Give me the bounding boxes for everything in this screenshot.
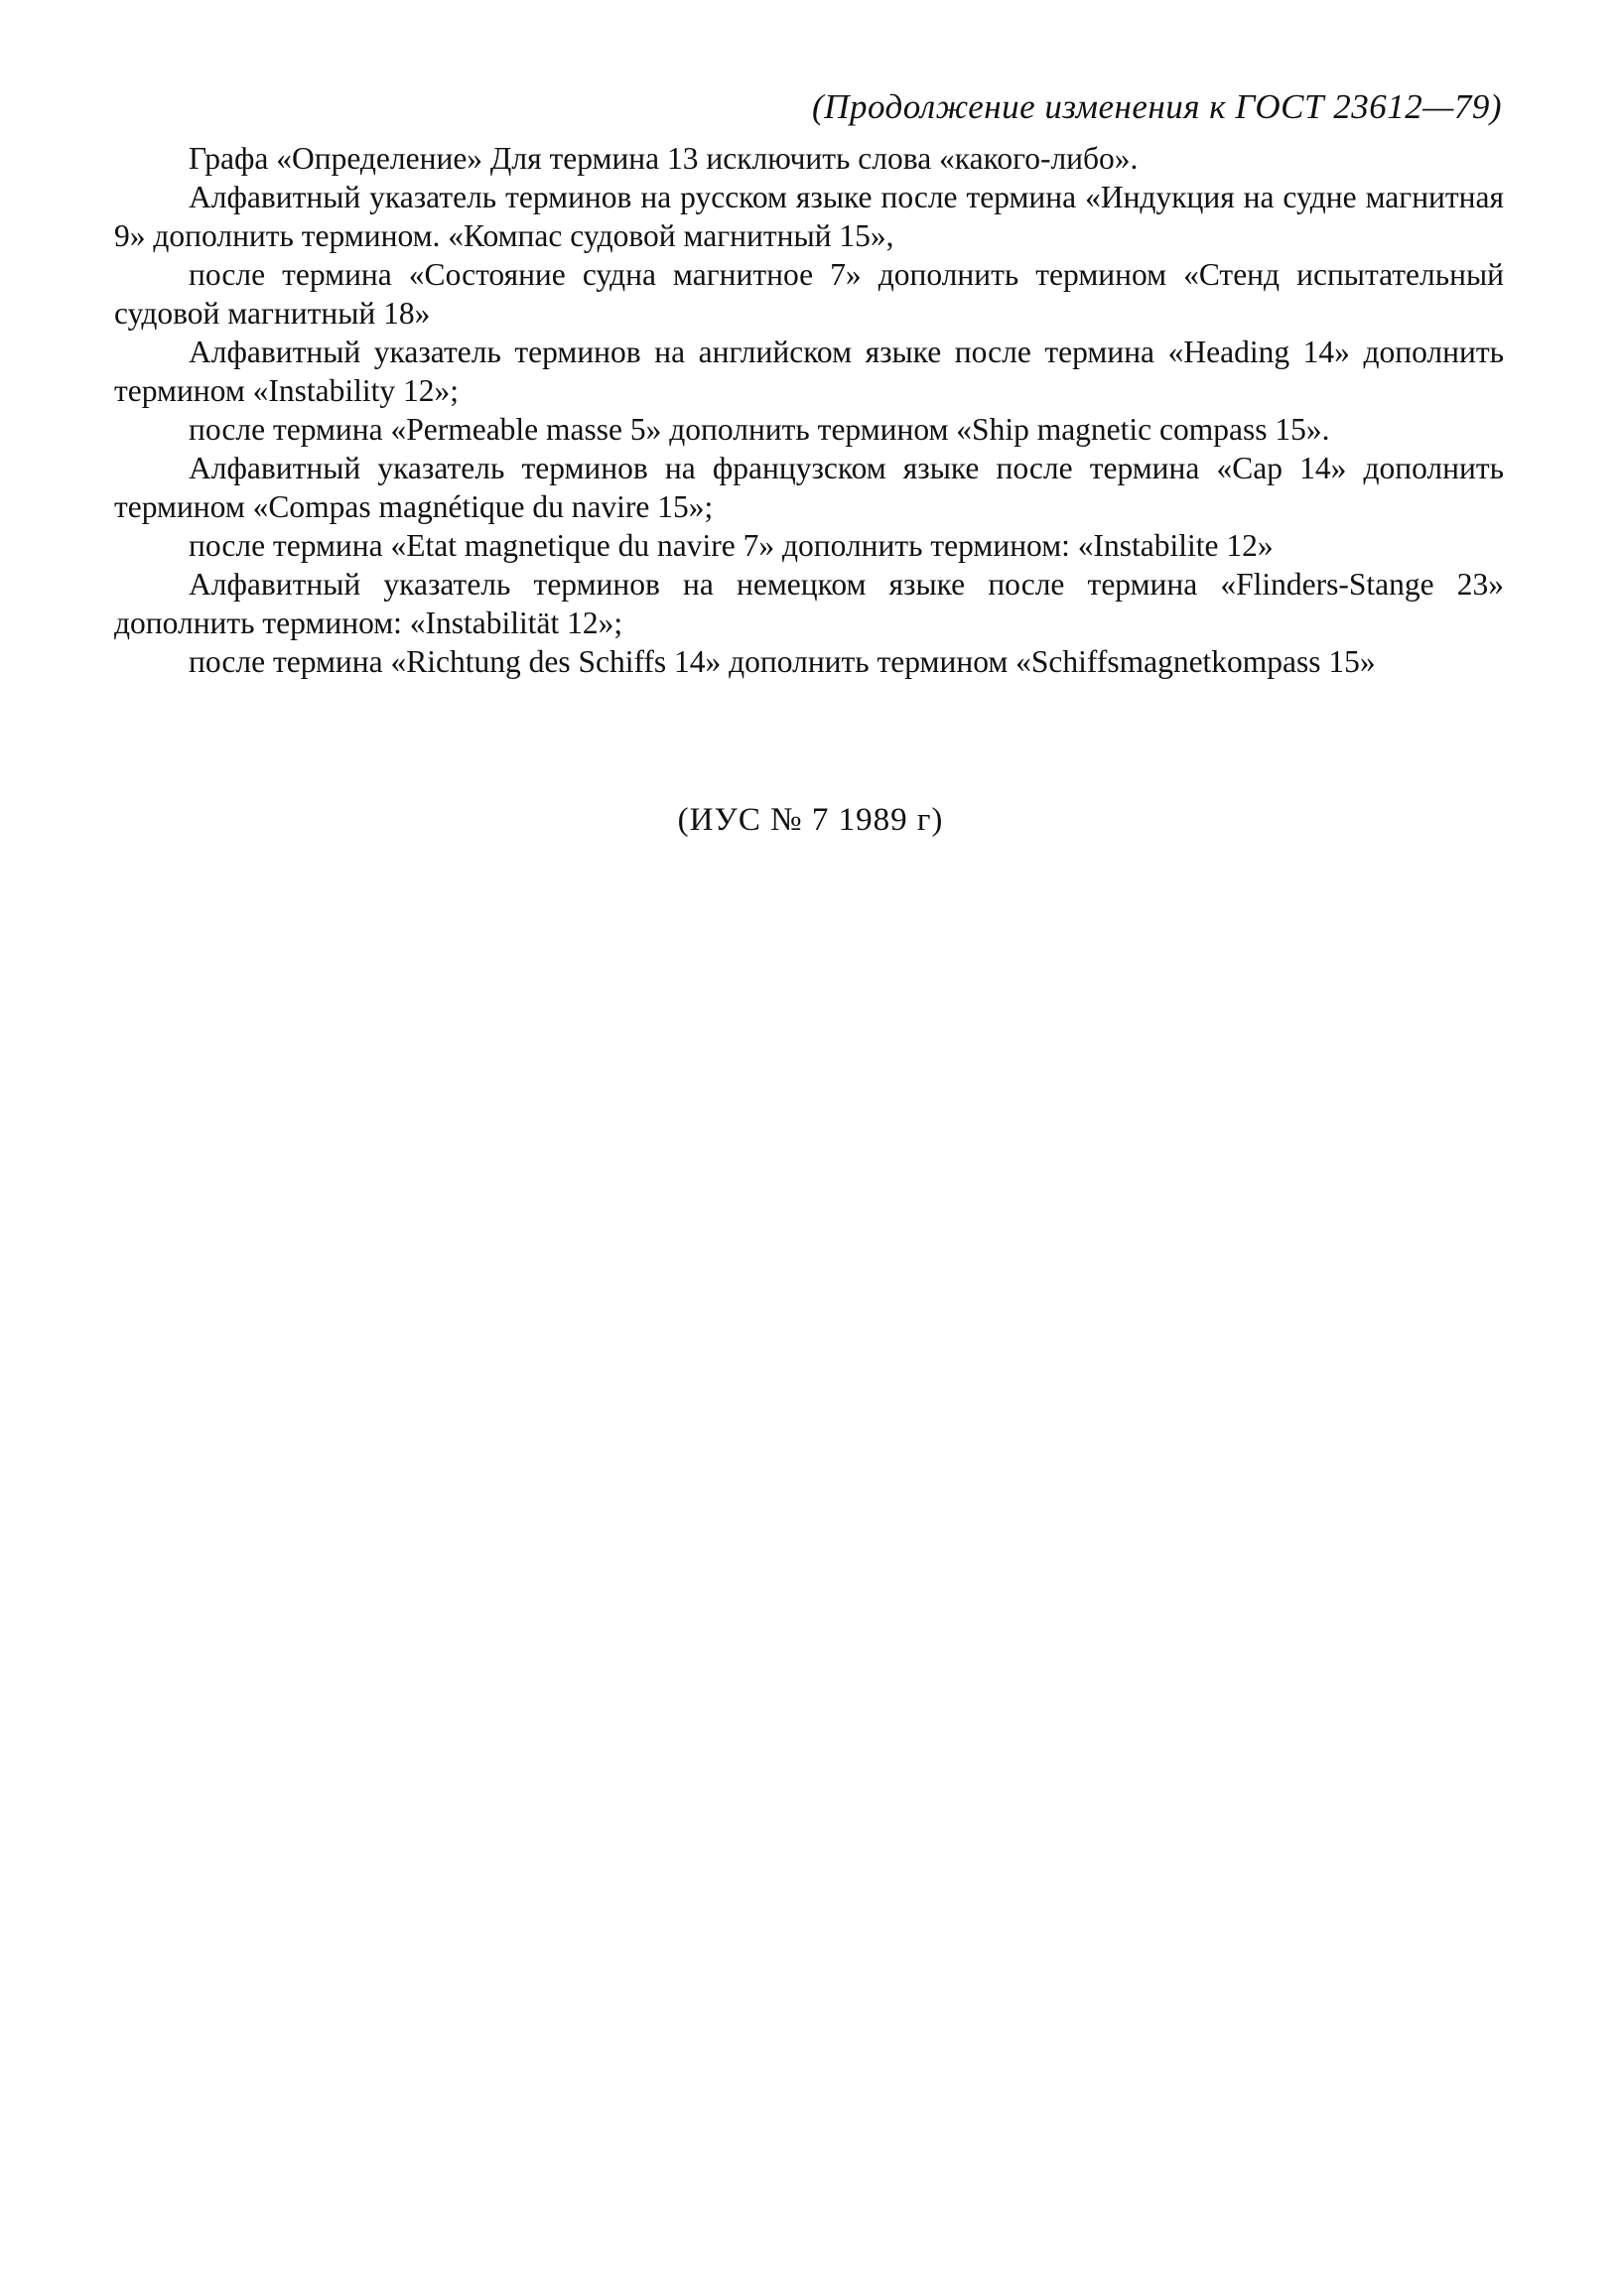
- continuation-header: (Продолжение изменения к ГОСТ 23612—79): [812, 87, 1502, 126]
- paragraph-russian-index-continued: после термина «Состояние судна магнитное 7» дополнить термином «Стенд испытательный судовой магнитный 18»: [114, 257, 1504, 331]
- paragraph-definition-column: Графа «Определение» Для термина 13 исключить слова «какого-либо».: [189, 141, 1139, 176]
- paragraph-german-index-continued: после термина «Richtung des Schiffs 14» дополнить термином «Schiffsmagnetkompass 15»: [189, 644, 1376, 679]
- paragraph-english-index: Алфавитный указатель терминов на английском языке после термина «Heading 14» дополнить термином «Instability 12»;: [114, 335, 1504, 408]
- paragraph-french-index-continued: после термина «Etat magnetique du navire 7» дополнить термином: «Instabilite 12»: [189, 528, 1274, 563]
- paragraph-english-index-continued: после термина «Permeable masse 5» дополнить термином «Ship magnetic compass 15».: [189, 412, 1330, 447]
- paragraph-german-index: Алфавитный указатель терминов на немецком языке после термина «Flinders-Stange 23» дополнить термином: «Instabilität 12»;: [114, 567, 1504, 640]
- amendment-text: [114, 139, 1504, 681]
- paragraph-russian-index: Алфавитный указатель терминов на русском языке после термина «Индукция на судне магнитная 9» дополнить термином. «Компас судовой магнитный 15»,: [114, 180, 1504, 253]
- paragraph-french-index: Алфавитный указатель терминов на французском языке после термина «Cap 14» дополнить термином «Compas magnétique du navire 15»;: [114, 451, 1504, 524]
- publication-reference: (ИУС № 7 1989 г): [677, 802, 944, 838]
